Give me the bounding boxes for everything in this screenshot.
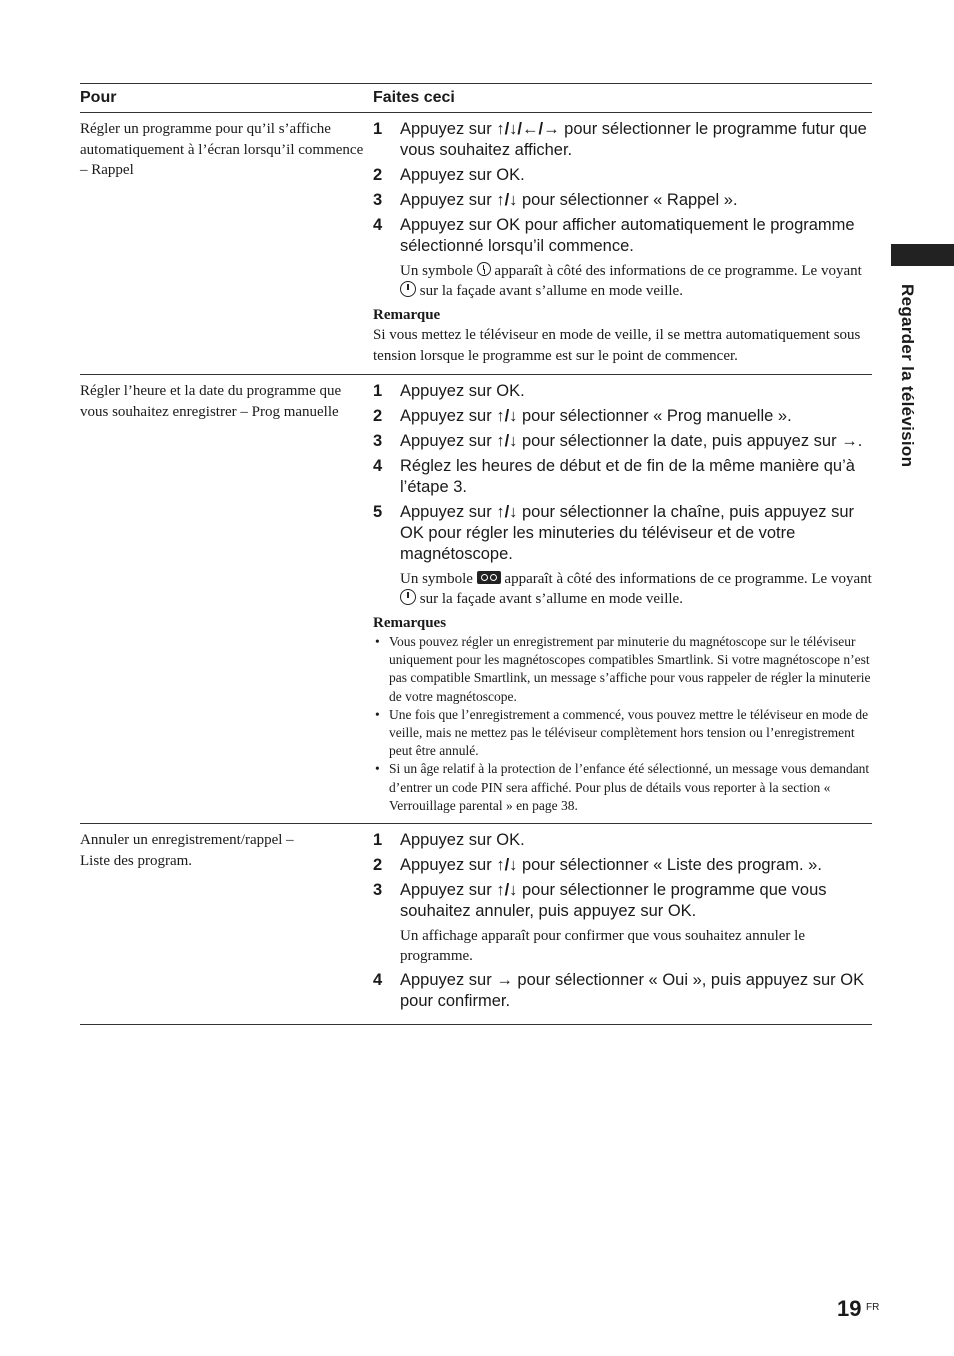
step <box>373 970 872 1012</box>
table-row <box>80 375 872 824</box>
list-item: • Vous pouvez régler un enregistrement par minuterie du magnétoscope sur le téléviseur uniquement pour les magnétoscopes compatibles Smartlink. Si votre magnétoscope n’est pas compatible Smartlink, un message s’affiche pour vous rappeler de régler la minuterie de votre magnétoscope. <box>373 633 872 706</box>
step <box>373 165 872 186</box>
step-number: 1 <box>373 382 383 400</box>
step-text: Appuyez sur ↑/↓/←/→ pour sélectionner le programme futur que vous souhaitez afficher. <box>400 120 867 159</box>
arrow-keys-icon: ↑/↓ <box>496 503 518 521</box>
row-purpose: Annuler un enregistrement/rappel – Liste des program. <box>80 832 294 869</box>
step <box>373 406 872 427</box>
step-text: Appuyez sur OK. <box>400 831 525 850</box>
remarks-title: Remarques <box>373 615 447 631</box>
remark-text: Si vous mettez le téléviseur en mode de veille, il se mettra automatiquement sous tension lorsque le programme est sur le point de commencer. <box>373 327 861 364</box>
row-purpose: Régler l’heure et la date du programme que vous souhaitez enregistrer – Prog manuelle <box>80 383 342 420</box>
step-number: 3 <box>373 432 383 450</box>
step <box>373 215 872 257</box>
arrow-keys-icon: ↑/↓ <box>496 432 518 450</box>
step-text: Appuyez sur ↑/↓ pour sélectionner la chaîne, puis appuyez sur OK pour régler les minuteries du téléviseur et de votre magnétoscope. <box>400 503 855 563</box>
step <box>373 431 872 452</box>
instruction-table <box>80 83 872 1025</box>
step <box>373 880 872 922</box>
header-faites-ceci: Faites ceci <box>373 89 455 106</box>
table-header <box>80 84 872 113</box>
table-row <box>80 113 872 375</box>
page-language: FR <box>866 1302 880 1313</box>
step <box>373 381 872 402</box>
row-steps <box>373 119 872 366</box>
row-steps <box>373 381 872 815</box>
remarks-list <box>373 633 872 815</box>
step-number: 2 <box>373 407 383 425</box>
step-note: Un symbole apparaît à côté des informations de ce programme. Le voyant sur la façade avant s’allume en mode veille. <box>400 263 862 299</box>
row-purpose: Régler un programme pour qu’il s’affiche automatiquement à l’écran lorsqu’il commence – Rappel <box>80 121 364 178</box>
step-text: Appuyez sur → pour sélectionner « Oui », puis appuyez sur OK pour confirmer. <box>400 971 865 1011</box>
arrow-right-icon: → <box>496 971 513 990</box>
step <box>373 190 872 211</box>
step-number: 1 <box>373 831 383 850</box>
step-note: Un symbole apparaît à côté des informations de ce programme. Le voyant sur la façade avant s’allume en mode veille. <box>400 571 872 607</box>
remark-title: Remarque <box>373 307 441 323</box>
section-side-label: Regarder la télévision <box>898 284 917 468</box>
step-number: 3 <box>373 191 383 209</box>
step-text: Appuyez sur OK pour afficher automatiquement le programme sélectionné lorsqu’il commence. <box>400 216 855 255</box>
step-text: Appuyez sur ↑/↓ pour sélectionner « Rappel ». <box>400 191 738 209</box>
step-text: Appuyez sur OK. <box>400 166 525 184</box>
page-number: 19 <box>837 1296 862 1321</box>
arrow-keys-icon: ↑/↓ <box>496 191 518 209</box>
step-text: Appuyez sur ↑/↓ pour sélectionner la date, puis appuyez sur →. <box>400 432 863 450</box>
step-number: 1 <box>373 120 383 138</box>
standby-timer-icon <box>400 281 416 297</box>
vcr-icon <box>477 571 501 584</box>
step-number: 2 <box>373 166 383 184</box>
step <box>373 502 872 565</box>
step-number: 2 <box>373 856 383 875</box>
step-text: Appuyez sur ↑/↓ pour sélectionner « Prog manuelle ». <box>400 407 792 425</box>
row-steps <box>373 830 872 1016</box>
step <box>373 119 872 161</box>
arrow-right-icon: → <box>841 432 858 450</box>
step <box>373 855 872 876</box>
standby-timer-icon <box>400 589 416 605</box>
table-row <box>80 824 872 1025</box>
arrow-keys-icon: ↑/↓ <box>496 407 518 425</box>
step-number: 4 <box>373 457 383 475</box>
arrow-keys-icon: ↑/↓/←/→ <box>496 120 560 138</box>
step-number: 4 <box>373 971 383 990</box>
step-number: 4 <box>373 216 383 234</box>
header-pour: Pour <box>80 89 117 106</box>
arrow-keys-icon: ↑/↓ <box>496 881 518 900</box>
step-note: Un affichage apparaît pour confirmer que vous souhaitez annuler le programme. <box>400 928 805 965</box>
step-number: 5 <box>373 503 383 521</box>
list-item: • Une fois que l’enregistrement a commencé, vous pouvez mettre le téléviseur en mode de veille, mais ne mettez pas le téléviseur complètement hors tension ou l’enregistrement peut être annulé. <box>373 706 872 761</box>
step-text: Appuyez sur OK. <box>400 382 525 400</box>
step-text: Réglez les heures de début et de fin de la même manière qu’à l’étape 3. <box>400 457 855 496</box>
step <box>373 456 872 498</box>
list-item: • Si un âge relatif à la protection de l’enfance été sélectionné, un message vous demandant d’entrer un code PIN sera affiché. Pour plus de détails vous reporter à la section « Verrouillage parental » en page 38. <box>373 760 872 815</box>
step-text: Appuyez sur ↑/↓ pour sélectionner le programme que vous souhaitez annuler, puis appuyez sur OK. <box>400 881 827 921</box>
step <box>373 830 872 851</box>
step-text: Appuyez sur ↑/↓ pour sélectionner « Liste des program. ». <box>400 856 822 875</box>
reminder-clock-icon <box>477 262 491 276</box>
section-tab-marker <box>891 244 954 266</box>
step-number: 3 <box>373 881 383 900</box>
arrow-keys-icon: ↑/↓ <box>496 856 518 875</box>
